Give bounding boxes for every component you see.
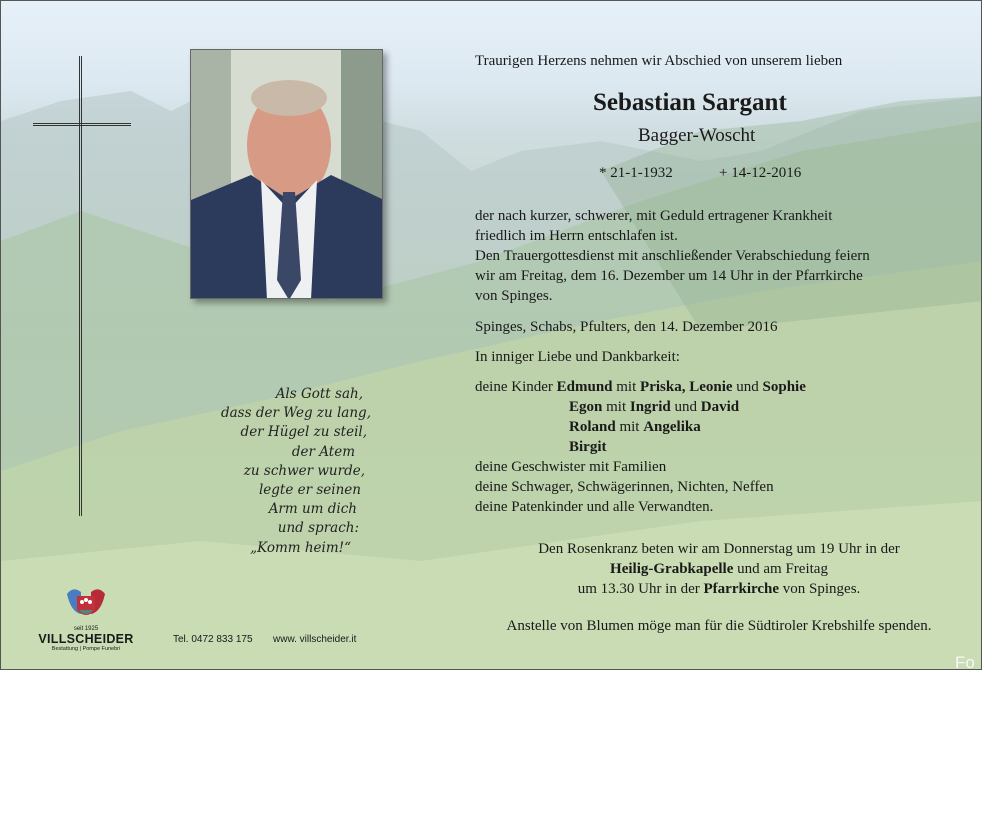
nickname: Bagger-Woscht bbox=[638, 125, 756, 146]
family-line bbox=[475, 417, 806, 437]
family-member-name: Sophie bbox=[762, 379, 806, 395]
phone-number: Tel. 0472 833 175 bbox=[173, 634, 253, 645]
family-text: mit bbox=[612, 379, 641, 395]
portrait-photo bbox=[190, 49, 383, 299]
family-member-name: David bbox=[700, 399, 740, 415]
poem-line: zu schwer wurde, bbox=[243, 462, 365, 479]
church-name: Pfarrkirche bbox=[703, 581, 780, 597]
cross-icon-bar bbox=[33, 123, 131, 126]
death-date: + 14-12-2016 bbox=[719, 165, 802, 181]
place-date: Spinges, Schabs, Pfulters, den 14. Dezember 2016 bbox=[475, 319, 778, 335]
gratitude-line: In inniger Liebe und Dankbarkeit: bbox=[475, 349, 680, 365]
photo-credit: Fo bbox=[955, 653, 975, 670]
family-text: deine Geschwister mit Familien bbox=[475, 459, 667, 475]
rosary-line-1: Den Rosenkranz beten wir am Donnerstag um 19 Uhr in der bbox=[538, 541, 900, 557]
rosary-line-2 bbox=[465, 559, 973, 579]
poem-line: Als Gott sah, bbox=[275, 386, 363, 402]
family-member-name: Priska, Leonie bbox=[640, 379, 733, 395]
family-text: deine Kinder bbox=[475, 379, 557, 395]
poem-line: Arm um dich bbox=[268, 501, 357, 518]
intro-text: Traurigen Herzens nehmen wir Abschied von unserem lieben bbox=[475, 53, 843, 69]
chapel-name: Heilig-Grabkapelle bbox=[610, 561, 734, 577]
family-text: deine Patenkinder und alle Verwandten. bbox=[475, 499, 714, 515]
rosary-text: und am Freitag bbox=[733, 561, 828, 577]
poem bbox=[191, 385, 371, 558]
family-text: deine Schwager, Schwägerinnen, Nichten, Neffen bbox=[475, 479, 774, 495]
announcement-line: Den Trauergottesdienst mit anschließender Verabschiedung feiern bbox=[475, 248, 870, 264]
family-member-name: Egon bbox=[569, 399, 603, 415]
funeral-home-logo bbox=[31, 584, 141, 652]
poem-line: „Komm heim!“ bbox=[250, 539, 351, 556]
donation-note: Anstelle von Blumen möge man für die Südtiroler Krebshilfe spenden. bbox=[506, 618, 932, 634]
funeral-home-tagline: Bestattung | Pompe Funebri bbox=[51, 646, 121, 652]
website-link[interactable]: www. villscheider.it bbox=[273, 634, 357, 645]
family-member-name: Ingrid bbox=[629, 399, 671, 415]
announcement-line: wir am Freitag, dem 16. Dezember um 14 Uhr in der Pfarrkirche bbox=[475, 268, 863, 284]
family-line bbox=[475, 477, 806, 497]
rosary-text: von Spinges. bbox=[779, 581, 861, 597]
poem-line: der Hügel zu steil, bbox=[240, 424, 367, 441]
family-text: und bbox=[670, 399, 701, 415]
poem-line: legte er seinen bbox=[258, 482, 361, 499]
family-line bbox=[475, 397, 806, 417]
poem-line: dass der Weg zu lang, bbox=[220, 405, 371, 422]
announcement-line: von Spinges. bbox=[475, 288, 553, 304]
announcement-line: der nach kurzer, schwerer, mit Geduld ertragener Krankheit bbox=[475, 208, 833, 224]
family-line bbox=[475, 497, 806, 517]
family-text: mit bbox=[602, 399, 630, 415]
family-text: und bbox=[732, 379, 763, 395]
birth-date: * 21-1-1932 bbox=[599, 165, 673, 181]
family-line bbox=[475, 377, 806, 397]
rosary-text: um 13.30 Uhr in der bbox=[577, 581, 704, 597]
family-line bbox=[475, 457, 806, 477]
poem-line: der Atem bbox=[291, 443, 355, 460]
funeral-home-name: VILLSCHEIDER bbox=[38, 632, 134, 646]
rosary-line-3 bbox=[465, 579, 973, 599]
family-text: mit bbox=[615, 419, 644, 435]
deceased-name: Sebastian Sargant bbox=[593, 89, 787, 116]
family-member-name: Edmund bbox=[556, 379, 613, 395]
family-member-name: Roland bbox=[569, 419, 616, 435]
family-member-name: Birgit bbox=[569, 439, 607, 455]
poem-line: und sprach: bbox=[277, 520, 359, 537]
founded-year: seit 1925 bbox=[73, 626, 99, 632]
family-line bbox=[475, 437, 806, 457]
family-list bbox=[475, 377, 806, 517]
family-member-name: Angelika bbox=[643, 419, 701, 435]
announcement-line: friedlich im Herrn entschlafen ist. bbox=[475, 228, 678, 244]
coat-of-arms-icon bbox=[63, 584, 109, 622]
